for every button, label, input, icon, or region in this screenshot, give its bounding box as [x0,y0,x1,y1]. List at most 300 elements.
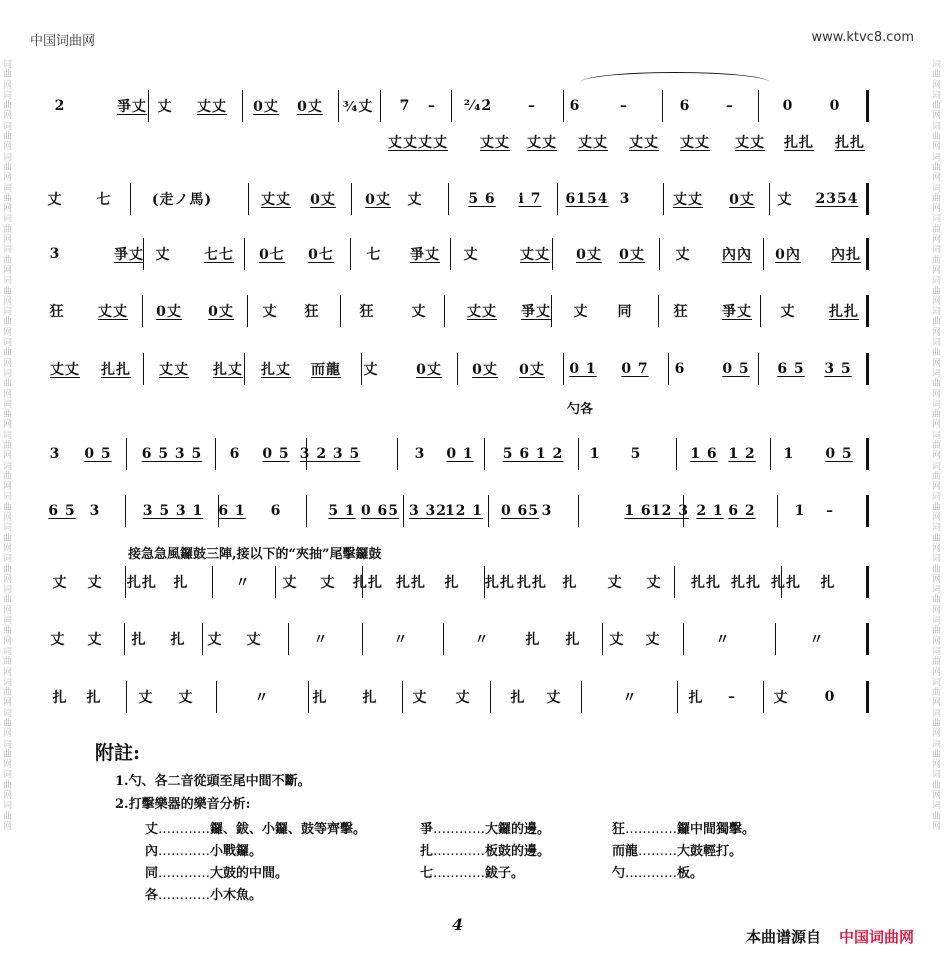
score-cell: 扎扎 [771,575,801,591]
footer-brand: 中国词曲网 [838,928,914,946]
score-cell: 6 [229,446,241,462]
score-cell: 0丈 [156,304,182,320]
barline [288,623,289,655]
score-cell: 丈丈 [520,247,550,263]
score-cell: 丈 [573,304,589,320]
score-row [40,185,868,213]
score-cell: 3 32 [408,503,448,519]
score-row [40,240,868,268]
legend-description: 鈸子。 [485,866,525,881]
score-cell: 扎扎 [784,135,814,151]
score-cell: 扎扎 [835,135,865,151]
score-cell: 扎扎 [127,575,157,591]
barline [397,438,398,470]
legend-symbol: 勺 [612,866,626,881]
legend-item [612,862,703,881]
legend-item [420,862,524,881]
score-cell: 扎扎 [731,575,761,591]
watermark-left: 词曲网词曲网词曲网词曲网词曲网词曲网词曲网词曲网词曲网词曲网词曲网词曲网词曲网词曲网词曲网词曲网词曲网词曲网词曲网词曲网词曲网词曲网词曲网词曲网词曲网 [3,60,13,832]
score-cell: 爭丈 [114,247,144,263]
score-cell: 爭丈 [117,99,147,115]
score-cell: 0丈 [208,304,234,320]
barline [143,353,144,385]
score-cell: 丈 [773,690,789,706]
score-cell: 扎 [362,690,378,706]
score-cell: 丈 [455,690,471,706]
barline [769,183,770,215]
score-cell: 丈 [52,575,68,591]
score-cell: 丈 [155,247,171,263]
legend-item [612,840,742,859]
barline [775,623,776,655]
score-cell: 內扎 [831,247,861,263]
tie-slur [580,72,770,93]
score-cell: 6 5 [777,361,805,377]
legend-leader: ………… [433,822,486,837]
score-cell: 丈 [646,575,662,591]
score-cell: 1 6 [624,503,652,519]
score-cell: 丈 [780,304,796,320]
barline [781,566,782,598]
score-cell: 6 2 [728,503,756,519]
score-cell: 扎丈 [261,362,291,378]
legend-leader: ………… [158,888,211,903]
score-row [40,297,868,325]
score-cell: 爭丈 [410,247,440,263]
score-cell: 0 [824,689,836,705]
score-cell: 0 7 [621,361,649,377]
footer [746,926,914,947]
barline [662,90,663,122]
barline [777,495,778,527]
barline [551,295,552,327]
score-cell: 5 1 [328,503,356,519]
legend-item [420,840,550,859]
score-row [40,92,868,120]
score-cell: 扎扎 [829,304,859,320]
legend-description: 小木魚。 [210,888,263,903]
score-cell: 7 [399,98,411,114]
score-cell: 扎扎 [353,575,383,591]
score-cell: 丈 [609,632,625,648]
score-row [40,497,868,525]
score-cell: 12 1 [444,503,484,519]
score-cell: 〃 [254,690,270,706]
score-cell: 扎扎 [517,575,547,591]
barline [866,438,869,470]
score-cell: 0 1 [569,361,597,377]
barline [450,238,451,270]
barline [444,295,445,327]
legend-leader: ………… [433,844,486,859]
score-cell: 0丈 [297,99,323,115]
barline [247,295,248,327]
barline [683,495,684,527]
barline [125,495,126,527]
score-cell: 丈丈 [527,135,557,151]
score-cell: 1 [794,503,806,519]
legend-description: 小戰鑼。 [210,844,263,859]
footer-source-label: 本曲谱源自 [745,928,821,946]
barline [866,623,869,655]
score-cell: 5 [630,446,642,462]
score-cell: 〃 [393,632,409,648]
score-cell: 3 2 3 5 [299,446,361,462]
score-cell: 丈丈 [735,135,765,151]
barline [557,183,558,215]
score-cell: – [826,503,834,519]
score-cell: 0 65 [360,503,400,519]
score-cell: 〃 [809,632,825,648]
score-cell: 0內 [775,247,801,263]
legend-symbol: 丈 [145,822,159,837]
score-cell: 七 [366,247,382,263]
barline [758,353,759,385]
score-cell: 0丈 [416,362,442,378]
score-cell: 丈丈 [578,135,608,151]
barline [488,495,489,527]
score-cell: 1 6 [690,446,718,462]
score-cell: 0丈 [519,362,545,378]
barline [244,353,245,385]
barline [658,295,659,327]
score-cell: 丈丈 [467,304,497,320]
score-cell: i 7 [518,191,542,207]
score-cell: 扎扎 [485,575,515,591]
barline [443,623,444,655]
score-cell: 扎 [170,632,186,648]
score-cell: 扎扎 [691,575,721,591]
score-cell: 丈丈 [480,135,510,151]
barline [552,238,553,270]
barline [663,183,664,215]
score-cell: 0丈 [253,99,279,115]
barline [866,238,869,270]
score-row [40,625,868,653]
legend-description: 板鼓的邊。 [485,844,551,859]
watermark-right: 词曲网词曲网词曲网词曲网词曲网词曲网词曲网词曲网词曲网词曲网词曲网词曲网词曲网词曲网词曲网词曲网词曲网词曲网词曲网词曲网词曲网词曲网词曲网词曲网词曲网 [932,60,942,832]
score-cell: 扎 [52,690,68,706]
score-row [40,683,868,711]
barline [578,495,579,527]
score-cell: 1 2 [728,446,756,462]
score-cell: 2 [54,98,66,114]
barline [244,238,245,270]
score-cell: 3 [49,446,61,462]
note-item-1: 1.勺、各二音從頭至尾中間不斷。 [115,774,311,789]
score-cell: 丈 [47,192,63,208]
legend-leader: ………… [433,866,486,881]
legend-item [145,862,288,881]
score-cell: 0 [829,98,841,114]
score-cell: 6 [674,361,686,377]
score-cell: 〃 [622,690,638,706]
legend-item [420,818,550,837]
score-cell: 狂 [359,304,375,320]
score-cell: 狂 [673,304,689,320]
barline [866,183,869,215]
score-cell: 6 5 3 5 [141,446,203,462]
legend-item [612,818,755,837]
barline [581,681,582,713]
score-cell: 0 65 [500,503,540,519]
barline [758,90,759,122]
score-cell: 丈丈 [197,99,227,115]
legend-leader: ………… [158,866,211,881]
barline [451,90,452,122]
legend-item [145,884,262,903]
score-cell: 0 5 [825,446,853,462]
score-cell: 扎 [312,690,328,706]
score-cell: 丈 [645,632,661,648]
score-cell: 〃 [313,632,329,648]
score-row [40,355,868,383]
barline [308,681,309,713]
score-cell: 6 [679,98,691,114]
score-cell: 丈 [407,192,423,208]
score-cell: ¾丈 [342,99,374,115]
score-cell: 12 3 [650,503,690,519]
score-cell: ²⁄₄2̇ [463,98,493,114]
legend-item [145,818,366,837]
score-cell: 〃 [715,632,731,648]
score-cell: 丈 [50,632,66,648]
score-cell: 0 5 [262,446,290,462]
barline [126,681,127,713]
score-cell: 內內 [722,247,752,263]
notes-title: 附註: [95,742,141,764]
page-number: 4 [452,915,464,934]
score-cell: 丈丈 [50,362,80,378]
legend-symbol: 狂 [612,822,626,837]
score-cell: – [528,98,536,114]
score-cell: 七七 [204,247,234,263]
barline [403,495,404,527]
score-cell: 七 [96,192,112,208]
barline [770,438,771,470]
legend-leader: ………… [158,844,211,859]
score-cell: 丈 [607,575,623,591]
barline [212,566,213,598]
score-cell: 丈 [411,304,427,320]
score-cell: 丈丈丈丈 [388,135,448,151]
barline [402,681,403,713]
barline [275,566,276,598]
barline [215,438,216,470]
barline [340,295,341,327]
score-cell: 6 [270,503,282,519]
barline [677,681,678,713]
legend-symbol: 爭 [420,822,434,837]
score-cell: 5 6 [468,191,496,207]
barline [338,90,339,122]
score-cell: 丈 [320,575,336,591]
score-cell: 扎 [525,632,541,648]
score-cell: 〃 [235,575,251,591]
score-cell: 扎 [131,632,147,648]
legend-description: 大鼓輕打。 [677,844,743,859]
barline [202,623,203,655]
legend-description: 板。 [677,866,704,881]
score-cell: – [726,98,734,114]
score-cell: 3 [619,191,631,207]
barline [350,238,351,270]
barline [490,681,491,713]
legend-symbol: 各 [145,888,159,903]
score-cell: 扎 [173,575,189,591]
score-cell: 3 [414,446,426,462]
score-cell: 爭丈 [521,304,551,320]
barline [218,495,219,527]
barline [361,353,362,385]
barline [763,681,764,713]
score-row [40,128,868,156]
legend-leader: ………… [625,822,678,837]
score-cell: 而龍 [311,362,341,378]
barline [362,623,363,655]
score-cell: – [728,689,736,705]
barline [248,183,249,215]
legend-leader: ………… [158,822,211,837]
barline [760,295,761,327]
score-cell: 丈 [246,632,262,648]
score-cell: 3 5 3 1 [142,503,204,519]
score-cell: 扎 [562,575,578,591]
legend-description: 鑼、鈸、小鑼、鼓等齊擊。 [210,822,367,837]
score-cell: 同 [617,304,633,320]
score-cell: 3 [89,503,101,519]
score-cell: 狂 [304,304,320,320]
barline [380,90,381,122]
score-cell: 6 5 [48,503,76,519]
barline [125,566,126,598]
barline [130,183,131,215]
score-cell: 丈 [412,690,428,706]
score-annotation: 勺各 [567,402,594,417]
score-cell: 丈 [87,575,103,591]
score-cell: 丈 [207,632,223,648]
score-cell: 6154 [565,191,609,207]
score-cell: 3 5 [824,361,852,377]
barline [484,438,485,470]
barline [148,90,149,122]
barline [866,90,869,122]
score-cell: 丈 [546,690,562,706]
barline [457,353,458,385]
barline [659,238,660,270]
barline [563,353,564,385]
barline [668,353,669,385]
barline [448,183,449,215]
score-cell: 丈 [777,192,793,208]
score-cell: 扎扎 [396,575,426,591]
score-cell: 0 1 [446,446,474,462]
score-cell: 0丈 [365,192,391,208]
score-cell: 丈 [178,690,194,706]
barline [866,495,869,527]
score-cell: 丈丈 [159,362,189,378]
score-cell: 丈 [463,247,479,263]
legend-symbol: 而龍 [612,844,639,859]
score-cell: 〃 [474,632,490,648]
score-cell: 1 [589,446,601,462]
legend-symbol: 扎 [420,844,434,859]
score-cell: 6 [569,98,581,114]
barline [142,295,143,327]
score-cell: 扎扎 [101,362,131,378]
score-cell: 丈 [262,304,278,320]
site-url-right: www.ktvc8.com [811,30,914,45]
score-cell: 丈丈 [261,192,291,208]
score-cell: 2 1 [696,503,724,519]
score-cell: 0丈 [729,192,755,208]
legend-leader: ……… [638,844,678,859]
score-cell: 丈丈 [98,304,128,320]
barline [866,681,869,713]
legend-leader: ………… [625,866,678,881]
barline [362,566,363,598]
score-cell: 3 [49,246,61,262]
barline [674,566,675,598]
legend-description: 大鑼的邊。 [485,822,551,837]
score-cell: – [620,98,628,114]
score-cell: 0丈 [310,192,336,208]
note-item-2: 2.打擊樂器的樂音分析: [115,797,251,812]
score-cell: 5 6 1 2 [502,446,564,462]
barline [563,90,564,122]
score-cell: 0七 [308,247,334,263]
score-cell: 2354 [815,191,859,207]
legend-symbol: 同 [145,866,159,881]
barline [124,623,125,655]
score-cell: 扎丈 [213,362,243,378]
barline [216,681,217,713]
score-cell: 丈丈 [629,135,659,151]
legend-item [145,840,262,859]
score-cell: 扎 [565,632,581,648]
legend-description: 鑼中間獨擊。 [677,822,756,837]
barline [351,183,352,215]
site-name-left: 中国词曲网 [30,34,96,49]
score-row [40,440,868,468]
score-cell: 狂 [49,304,65,320]
barline [578,438,579,470]
score-cell: 丈 [138,690,154,706]
barline [683,623,684,655]
score-cell: 0 5 [722,361,750,377]
score-cell: 1 [783,446,795,462]
score-row [40,568,868,596]
legend-symbol: 內 [145,844,159,859]
score-cell: 扎 [820,575,836,591]
barline [484,566,485,598]
score-cell: 丈 [282,575,298,591]
score-cell: – [428,98,436,114]
barline [306,495,307,527]
barline [866,353,869,385]
score-cell: 扎 [86,690,102,706]
barline [602,623,603,655]
legend-symbol: 七 [420,866,434,881]
barline [676,438,677,470]
score-cell: 丈 [675,247,691,263]
barline [866,566,869,598]
score-cell: 0 [782,98,794,114]
barline [242,90,243,122]
score-cell: 0 5 [84,446,112,462]
score-cell: 丈丈 [673,192,703,208]
score-cell: 扎 [510,690,526,706]
